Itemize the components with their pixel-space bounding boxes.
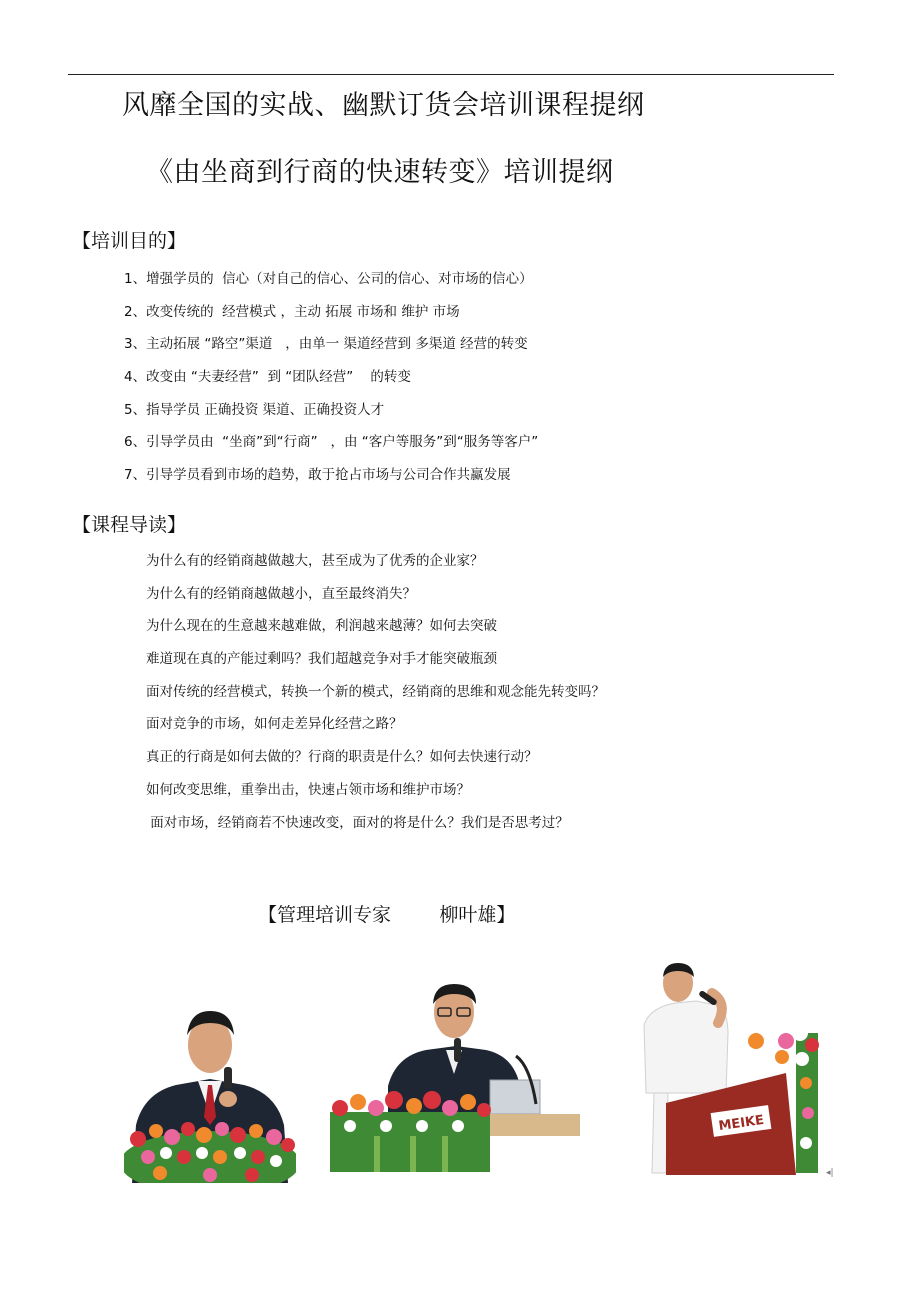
page-title: 风靡全国的实战、幽默订货会培训课程提纲 (122, 90, 645, 121)
list-item: 为什么有的经销商越做越大，甚至成为了优秀的企业家？ (146, 553, 484, 569)
top-rule (68, 74, 834, 75)
speaker-photo-1 (124, 985, 296, 1183)
list-item: 6、引导学员由 “坐商”到“行商” ，由 “客户等服务”到“服务等客户” (124, 434, 539, 451)
list-item: 为什么有的经销商越做越小，直至最终消失？ (146, 585, 416, 602)
list-item: 面对竞争的市场，如何走差异化经营之路？ (146, 716, 403, 733)
list-item: 如何改变思维，重拳出击，快速占领市场和维护市场？ (146, 781, 470, 798)
objectives-heading: 【培训目的】 (72, 230, 187, 252)
page-subtitle: 《由坐商到行商的快速转变》培训提纲 (146, 157, 614, 188)
list-item: 1、增强学员的 信心（对自己的信心、公司的信心、对市场的信心） (124, 271, 533, 287)
corner-mark: ◂| (826, 1168, 834, 1178)
podium-logo: MEIKE (717, 1112, 765, 1135)
intro-list (146, 550, 605, 844)
list-item: 3、主动拓展 “路空”渠道 ，由单一 渠道经营到 多渠道 经营的转变 (124, 336, 528, 353)
intro-heading: 【课程导读】 (72, 514, 187, 536)
list-item: 7、引导学员看到市场的趋势，敢于抢占市场与公司合作共赢发展 (124, 467, 511, 484)
list-item: 为什么现在的生意越来越难做，利润越来越薄？如何去突破 (146, 618, 497, 635)
speaker-photo-2 (330, 976, 580, 1172)
list-item: 4、改变由 “夫妻经营” 到 “团队经营” 的转变 (124, 369, 411, 386)
list-item: 面对市场，经销商若不快速改变，面对的将是什么？我们是否思考过？ (146, 814, 569, 831)
list-item: 面对传统的经营模式，转换一个新的模式，经销商的思维和观念能先转变吗？ (146, 683, 605, 700)
speaker-photo-3 (636, 963, 822, 1175)
list-item: 难道现在真的产能过剩吗？我们超越竞争对手才能突破瓶颈 (146, 651, 497, 668)
objectives-list (124, 268, 538, 497)
expert-label: 【管理培训专家 柳叶雄】 (258, 904, 516, 926)
list-item: 5、指导学员 正确投资 渠道、正确投资人才 (124, 401, 385, 418)
list-item: 2、改变传统的 经营模式 ，主动 拓展 市场和 维护 市场 (124, 303, 460, 320)
list-item: 真正的行商是如何去做的？行商的职责是什么？如何去快速行动？ (146, 749, 538, 766)
